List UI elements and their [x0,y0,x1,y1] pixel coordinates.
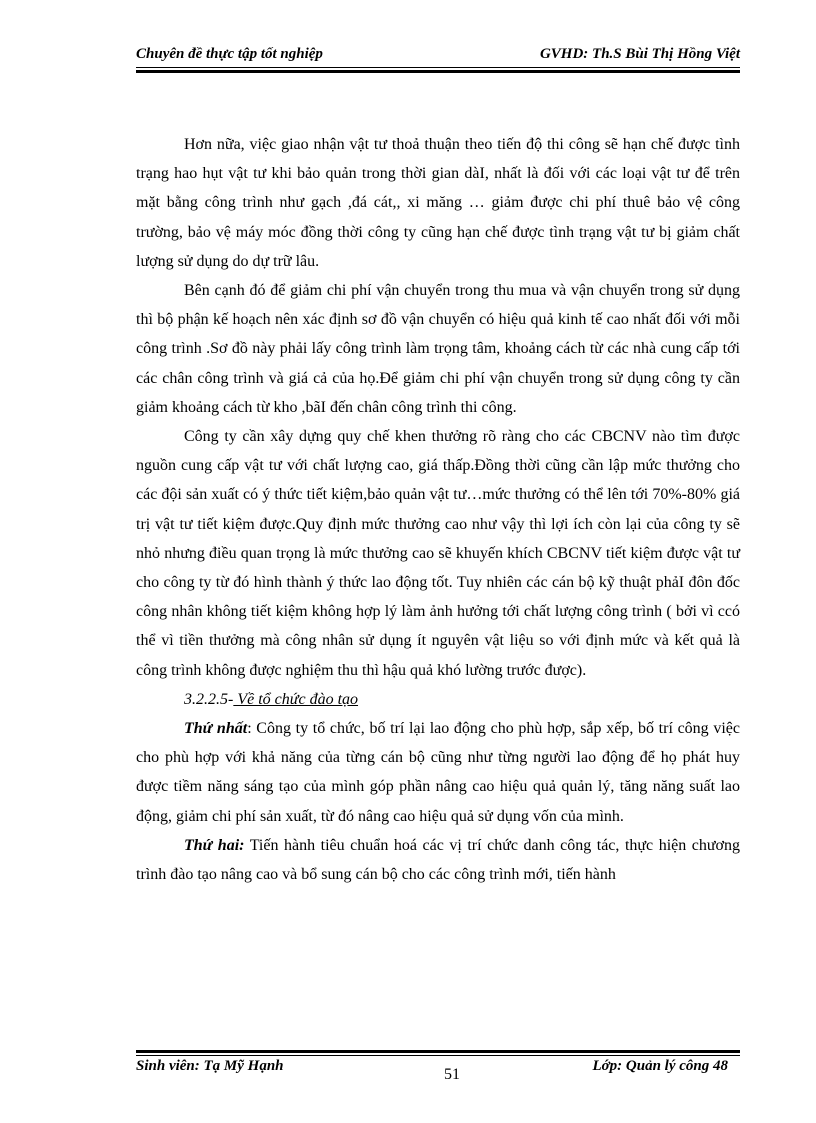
document-body [136,130,740,889]
header-right-text: GVHD: Th.S Bùi Thị Hồng Việt [539,46,740,62]
footer-left-text: Sinh viên: Tạ Mỹ Hạnh [136,1058,284,1074]
paragraph-4 [136,714,740,831]
section-title: Về tổ chức đào tạo [233,690,359,708]
paragraph-4-lead: Thứ nhất [184,720,248,738]
paragraph-2: Bên cạnh đó để giảm chi phí vận chuyển trong thu mua và vận chuyển trong sử dụng thì bộ phận kế hoạch nên xác định sơ đồ vận chuyển có hiệu quả kinh tế cao nhất đối với mỗi công trình .Sơ đồ này phải lấy công trình làm trọng tâm, khoảng cách từ các nhà cung cấp tới các chân công trình và giá cả của họ.Để giảm chi phí vận chuyển trong sử dụng công ty cần giảm khoảng cách từ kho ,bãI đến chân công trình thi công. [136,282,740,416]
page-number: 51 [444,1066,460,1083]
header-rule-thick [136,70,740,73]
footer-rule-thin [136,1055,740,1056]
footer-right-text: Lớp: Quản lý công 48 [592,1058,728,1074]
page-footer [136,1058,740,1088]
section-number: 3.2.2.5- [184,690,234,708]
paragraph-4-text: : Công ty tổ chức, bố trí lại lao động cho phù hợp, sắp xếp, bố trí công việc cho phù hợp với khả năng của từng cán bộ cũng như từng người lao động để họ phát huy được tiềm năng sáng tạo của mình góp phần nâng cao hiệu quả quản lý, tăng năng suất lao động, giảm chi phí sản xuất, từ đó nâng cao hiệu quả sử dụng vốn của mình. [136,720,741,825]
footer-rule-thick [136,1050,740,1053]
page-header [136,44,740,68]
paragraph-5 [136,831,740,889]
paragraph-5-lead: Thứ hai: [184,836,245,854]
paragraph-5-text: Tiến hành tiêu chuẩn hoá các vị trí chức danh công tác, thực hiện chương trình đào tạo nâng cao và bổ sung cán bộ cho các công trình mới, tiến hành [136,836,740,884]
header-left-text: Chuyên đề thực tập tốt nghiệp [136,46,323,62]
header-rule-thin [136,67,740,68]
paragraph-1: Hơn nữa, việc giao nhận vật tư thoả thuận theo tiến độ thi công sẽ hạn chế được tình trạng hao hụt vật tư khi bảo quản trong thời gian dàI, nhất là đối với các loại vật tư để trên mặt bằng công trình như gạch ,đá cát,, xi măng … giảm được chi phí thuê bảo vệ công trường, bảo vệ máy móc đồng thời công ty cũng hạn chế được tình trạng vật tư bị giảm chất lượng sử dụng do dự trữ lâu. [136,136,740,270]
section-heading [136,685,740,714]
paragraph-3: Công ty cần xây dựng quy chế khen thưởng rõ ràng cho các CBCNV nào tìm được nguồn cung cấp vật tư với chất lượng cao, giá thấp.Đồng thời cũng cần lập mức thưởng cho các đội sản xuất có ý thức tiết kiệm,bảo quản vật tư…mức thưởng có thể lên tới 70%-80% giá trị vật tư tiết kiệm được.Quy định mức thưởng cao như vậy thì lợi ích còn lại của công ty sẽ nhỏ nhưng điều quan trọng là mức thưởng cao sẽ khuyến khích CBCNV tiết kiệm được vật tư cho công ty từ đó hình thành ý thức lao động tốt. Tuy nhiên các cán bộ kỹ thuật phảI đôn đốc công nhân không tiết kiệm không hợp lý làm ảnh hưởng tới chất lượng công trình ( bởi vì ccó thể vì tiền thưởng mà công nhân sử dụng ít nguyên vật liệu so với định mức và kết quả là công trình không được nghiệm thu thì hậu quả khó lường trước được). [136,428,740,679]
